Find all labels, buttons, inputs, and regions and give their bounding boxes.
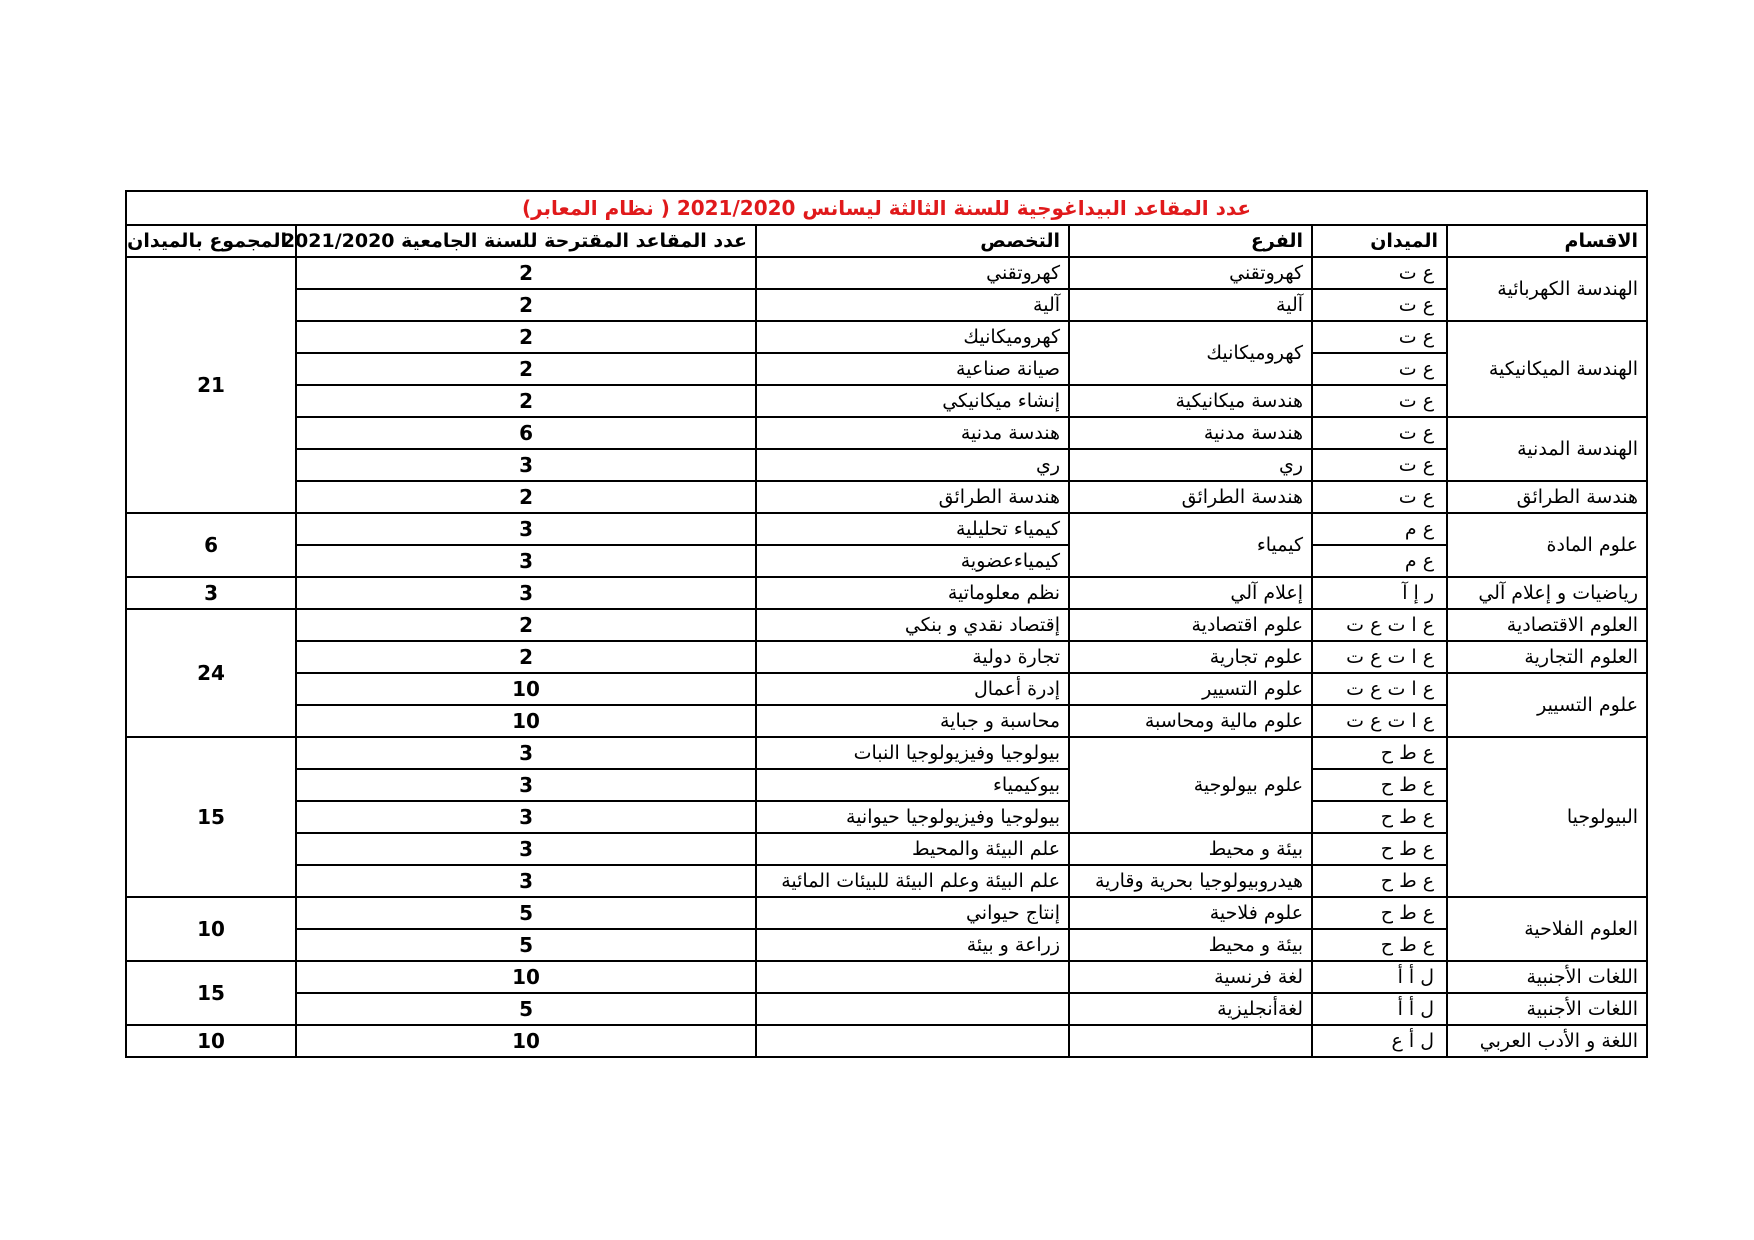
- seats-cell: 3: [296, 769, 756, 801]
- branch-cell: علوم اقتصادية: [1069, 609, 1312, 641]
- table-row: [126, 993, 1647, 1025]
- header-seats: عدد المقاعد المقترحة للسنة الجامعية 2021/2020: [296, 225, 756, 257]
- field-cell: ع ت: [1312, 257, 1447, 289]
- table-row: [126, 1025, 1647, 1057]
- department-cell: رياضيات و إعلام آلي: [1447, 577, 1647, 609]
- specialty-cell: [756, 961, 1069, 993]
- table-row: [126, 961, 1647, 993]
- specialty-cell: تجارة دولية: [756, 641, 1069, 673]
- field-cell: ع م: [1312, 513, 1447, 545]
- seats-sheet: [125, 190, 1646, 1058]
- specialty-cell: زراعة و بيئة: [756, 929, 1069, 961]
- field-cell: ع ت: [1312, 321, 1447, 353]
- table-row: [126, 641, 1647, 673]
- specialty-cell: إنشاء ميكانيكي: [756, 385, 1069, 417]
- branch-cell: علوم مالية ومحاسبة: [1069, 705, 1312, 737]
- seats-cell: 3: [296, 577, 756, 609]
- seats-cell: 3: [296, 545, 756, 577]
- specialty-cell: بيوكيمياء: [756, 769, 1069, 801]
- total-cell: 15: [126, 737, 296, 897]
- branch-cell: هندسة الطرائق: [1069, 481, 1312, 513]
- department-cell: اللغة و الأدب العربي: [1447, 1025, 1647, 1057]
- field-cell: ل أ ع: [1312, 1025, 1447, 1057]
- field-cell: ل أ أ: [1312, 993, 1447, 1025]
- table-row: [126, 289, 1647, 321]
- seats-table: [125, 190, 1648, 1058]
- table-row: [126, 577, 1647, 609]
- total-cell: 24: [126, 609, 296, 737]
- header-branch: الفرع: [1069, 225, 1312, 257]
- table-row: [126, 513, 1647, 545]
- field-cell: ع ا ت ع ت: [1312, 705, 1447, 737]
- table-row: [126, 321, 1647, 353]
- table-row: [126, 449, 1647, 481]
- branch-cell: [1069, 1025, 1312, 1057]
- branch-cell: لغةأنجليزية: [1069, 993, 1312, 1025]
- field-cell: ع ط ح: [1312, 865, 1447, 897]
- specialty-cell: هندسة الطرائق: [756, 481, 1069, 513]
- field-cell: ع م: [1312, 545, 1447, 577]
- seats-cell: 2: [296, 385, 756, 417]
- seats-cell: 3: [296, 865, 756, 897]
- field-cell: ع ط ح: [1312, 833, 1447, 865]
- specialty-cell: نظم معلوماتية: [756, 577, 1069, 609]
- department-cell: اللغات الأجنبية: [1447, 961, 1647, 993]
- table-row: [126, 673, 1647, 705]
- table-row: [126, 545, 1647, 577]
- specialty-cell: محاسبة و جباية: [756, 705, 1069, 737]
- field-cell: ع ط ح: [1312, 801, 1447, 833]
- seats-cell: 2: [296, 609, 756, 641]
- department-cell: الهندسة المدنية: [1447, 417, 1647, 481]
- branch-cell: هندسة مدنية: [1069, 417, 1312, 449]
- total-cell: 10: [126, 897, 296, 961]
- field-cell: ع ط ح: [1312, 769, 1447, 801]
- department-cell: علوم المادة: [1447, 513, 1647, 577]
- field-cell: ع ط ح: [1312, 897, 1447, 929]
- seats-cell: 2: [296, 289, 756, 321]
- table-row: [126, 257, 1647, 289]
- specialty-cell: علم البيئة والمحيط: [756, 833, 1069, 865]
- branch-cell: بيئة و محيط: [1069, 833, 1312, 865]
- department-cell: الهندسة الميكانيكية: [1447, 321, 1647, 417]
- seats-cell: 2: [296, 641, 756, 673]
- seats-cell: 5: [296, 897, 756, 929]
- specialty-cell: هندسة مدنية: [756, 417, 1069, 449]
- branch-cell: لغة فرنسية: [1069, 961, 1312, 993]
- table-row: [126, 929, 1647, 961]
- total-cell: 6: [126, 513, 296, 577]
- table-row: [126, 801, 1647, 833]
- field-cell: ر إ آ: [1312, 577, 1447, 609]
- branch-cell: كيمياء: [1069, 513, 1312, 577]
- table-row: [126, 897, 1647, 929]
- total-cell: 15: [126, 961, 296, 1025]
- total-cell: 10: [126, 1025, 296, 1057]
- table-row: [126, 353, 1647, 385]
- specialty-cell: كيمياءعضوية: [756, 545, 1069, 577]
- field-cell: ل أ أ: [1312, 961, 1447, 993]
- department-cell: العلوم التجارية: [1447, 641, 1647, 673]
- header-total: المجموع بالميدان: [126, 225, 296, 257]
- specialty-cell: ري: [756, 449, 1069, 481]
- branch-cell: كهروتقني: [1069, 257, 1312, 289]
- department-cell: البيولوجيا: [1447, 737, 1647, 897]
- field-cell: ع ت: [1312, 449, 1447, 481]
- branch-cell: إعلام آلي: [1069, 577, 1312, 609]
- seats-cell: 2: [296, 321, 756, 353]
- table-body: [126, 257, 1647, 1057]
- specialty-cell: بيولوجيا وفيزيولوجيا النبات: [756, 737, 1069, 769]
- seats-cell: 3: [296, 449, 756, 481]
- field-cell: ع ا ت ع ت: [1312, 641, 1447, 673]
- branch-cell: هندسة ميكانيكية: [1069, 385, 1312, 417]
- header-specialty: التخصص: [756, 225, 1069, 257]
- specialty-cell: كهروتقني: [756, 257, 1069, 289]
- field-cell: ع ط ح: [1312, 737, 1447, 769]
- table-row: [126, 833, 1647, 865]
- table-row: [126, 705, 1647, 737]
- table-row: [126, 385, 1647, 417]
- branch-cell: كهروميكانيك: [1069, 321, 1312, 385]
- seats-cell: 2: [296, 257, 756, 289]
- seats-cell: 10: [296, 673, 756, 705]
- branch-cell: علوم بيولوجية: [1069, 737, 1312, 833]
- total-cell: 3: [126, 577, 296, 609]
- seats-cell: 3: [296, 833, 756, 865]
- seats-cell: 10: [296, 705, 756, 737]
- branch-cell: علوم تجارية: [1069, 641, 1312, 673]
- specialty-cell: كيمياء تحليلية: [756, 513, 1069, 545]
- seats-cell: 2: [296, 353, 756, 385]
- branch-cell: علوم التسيير: [1069, 673, 1312, 705]
- table-row: [126, 481, 1647, 513]
- table-title: عدد المقاعد البيداغوجية للسنة الثالثة ليسانس 2021/2020 ( نظام المعابر): [126, 191, 1647, 225]
- seats-cell: 2: [296, 481, 756, 513]
- specialty-cell: إقتصاد نقدي و بنكي: [756, 609, 1069, 641]
- field-cell: ع ا ت ع ت: [1312, 673, 1447, 705]
- field-cell: ع ت: [1312, 417, 1447, 449]
- branch-cell: آلية: [1069, 289, 1312, 321]
- specialty-cell: إدرة أعمال: [756, 673, 1069, 705]
- seats-cell: 10: [296, 1025, 756, 1057]
- seats-cell: 5: [296, 929, 756, 961]
- seats-cell: 6: [296, 417, 756, 449]
- seats-cell: 3: [296, 801, 756, 833]
- branch-cell: ري: [1069, 449, 1312, 481]
- department-cell: علوم التسيير: [1447, 673, 1647, 737]
- seats-cell: 3: [296, 513, 756, 545]
- specialty-cell: [756, 993, 1069, 1025]
- branch-cell: هيدروبيولوجيا بحرية وقارية: [1069, 865, 1312, 897]
- department-cell: العلوم الاقتصادية: [1447, 609, 1647, 641]
- department-cell: الهندسة الكهربائية: [1447, 257, 1647, 321]
- specialty-cell: [756, 1025, 1069, 1057]
- field-cell: ع ت: [1312, 353, 1447, 385]
- seats-cell: 10: [296, 961, 756, 993]
- seats-cell: 3: [296, 737, 756, 769]
- specialty-cell: كهروميكانيك: [756, 321, 1069, 353]
- table-row: [126, 609, 1647, 641]
- branch-cell: علوم فلاحية: [1069, 897, 1312, 929]
- specialty-cell: آلية: [756, 289, 1069, 321]
- field-cell: ع ت: [1312, 289, 1447, 321]
- specialty-cell: صيانة صناعية: [756, 353, 1069, 385]
- seats-cell: 5: [296, 993, 756, 1025]
- specialty-cell: إنتاج حيواني: [756, 897, 1069, 929]
- department-cell: اللغات الأجنبية: [1447, 993, 1647, 1025]
- header-row: [126, 225, 1647, 257]
- header-field: الميدان: [1312, 225, 1447, 257]
- total-cell: 21: [126, 257, 296, 513]
- field-cell: ع ا ت ع ت: [1312, 609, 1447, 641]
- department-cell: هندسة الطرائق: [1447, 481, 1647, 513]
- field-cell: ع ت: [1312, 385, 1447, 417]
- header-department: الاقسام: [1447, 225, 1647, 257]
- specialty-cell: بيولوجيا وفيزيولوجيا حيوانية: [756, 801, 1069, 833]
- table-row: [126, 417, 1647, 449]
- table-row: [126, 865, 1647, 897]
- field-cell: ع ط ح: [1312, 929, 1447, 961]
- table-row: [126, 737, 1647, 769]
- branch-cell: بيئة و محيط: [1069, 929, 1312, 961]
- specialty-cell: علم البيئة وعلم البيئة للبيئات المائية: [756, 865, 1069, 897]
- department-cell: العلوم الفلاحية: [1447, 897, 1647, 961]
- table-row: [126, 769, 1647, 801]
- field-cell: ع ت: [1312, 481, 1447, 513]
